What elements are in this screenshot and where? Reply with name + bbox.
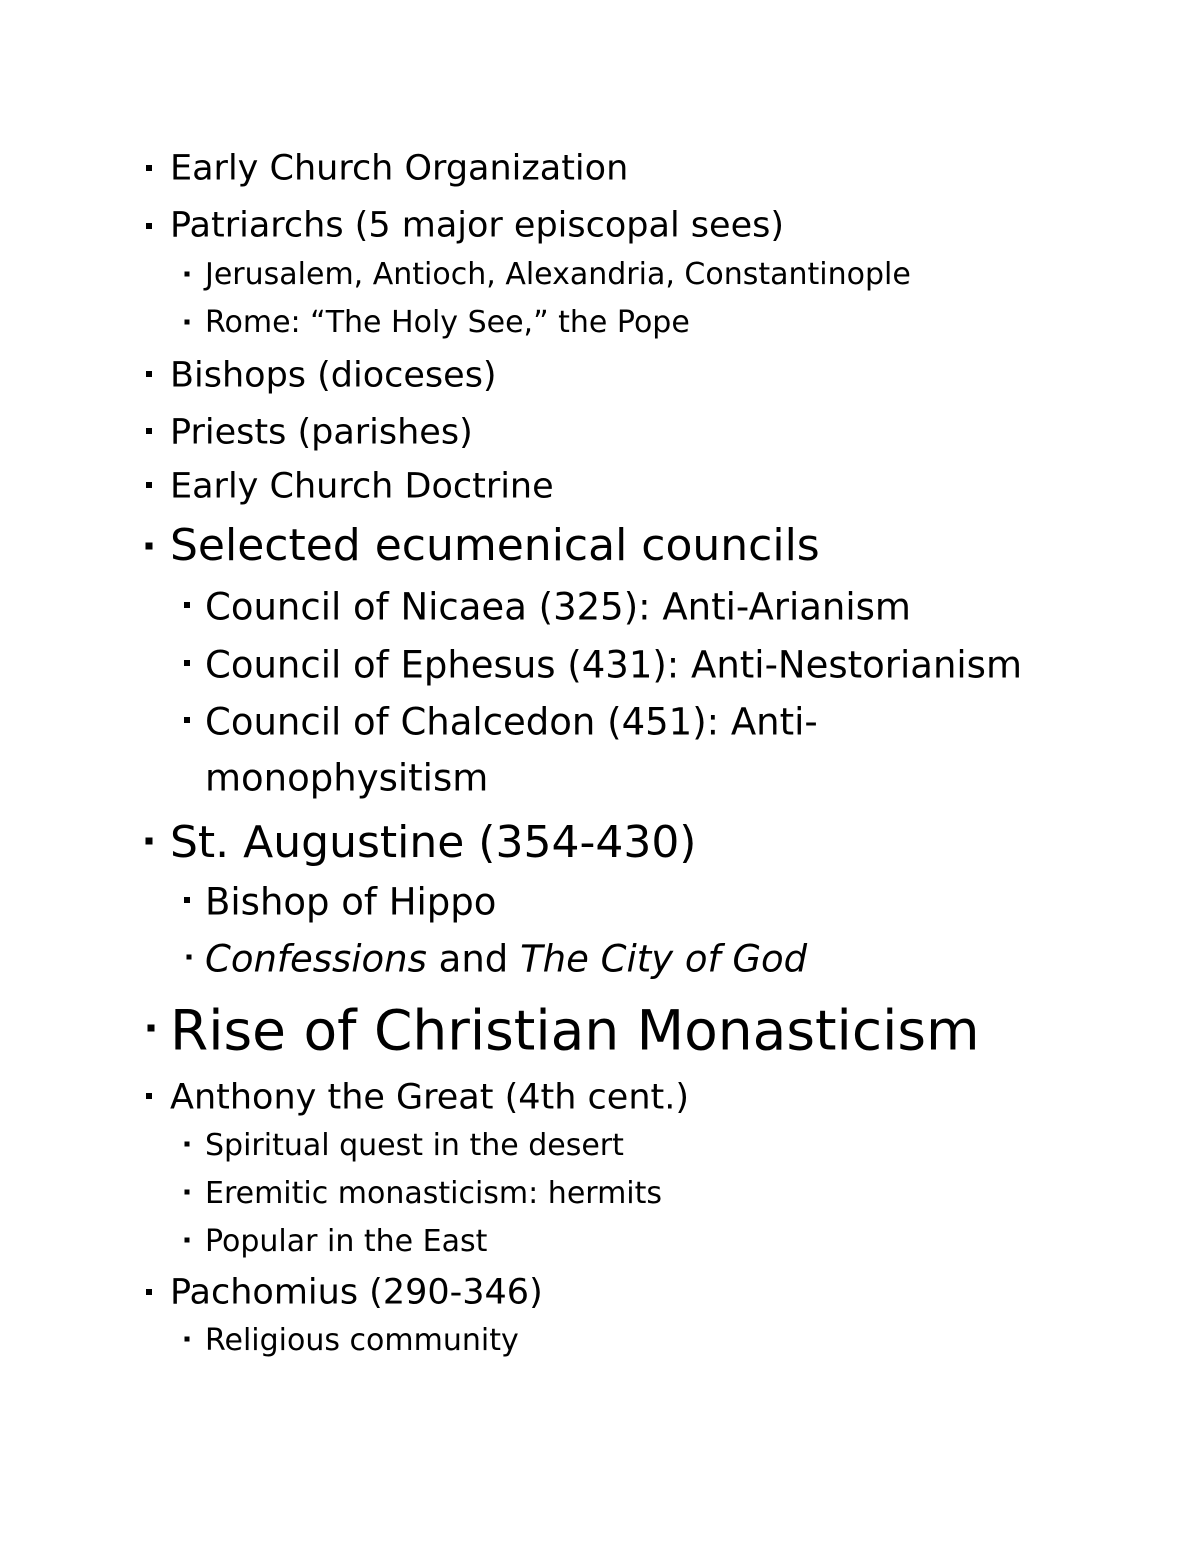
outline-subitem-augustine-works [205, 937, 808, 981]
bullet-marker [146, 371, 152, 377]
outline-subitem-sees: Jerusalem, Antioch, Alexandria, Constantinople [205, 257, 911, 292]
outline-subitem-popular-east: Popular in the East [205, 1224, 488, 1259]
outline-item-ecumenical-councils: Selected ecumenical councils [170, 520, 820, 571]
bullet-marker [185, 1142, 190, 1147]
outline-item-early-church-doctrine: Early Church Doctrine [170, 466, 554, 507]
bullet-marker [184, 602, 190, 608]
bullet-marker [185, 1238, 190, 1243]
bullet-marker [146, 482, 152, 488]
outline-subitem-spiritual-quest: Spiritual quest in the desert [205, 1128, 624, 1163]
outline-subitem-religious-community: Religious community [205, 1323, 519, 1358]
outline-item-pachomius: Pachomius (290-346) [170, 1272, 543, 1313]
outline-item-patriarchs: Patriarchs (5 major episcopal sees) [170, 205, 784, 246]
outline-item-anthony: Anthony the Great (4th cent.) [170, 1077, 690, 1118]
works-connector: and [426, 937, 521, 981]
outline-subitem-nicaea: Council of Nicaea (325): Anti-Arianism [205, 585, 911, 629]
bullet-marker [184, 897, 190, 903]
outline-subitem-bishop-of-hippo: Bishop of Hippo [205, 880, 497, 924]
bullet-marker [185, 1190, 190, 1195]
bullet-marker [148, 1025, 155, 1032]
outline-item-early-church-organization: Early Church Organization [170, 148, 629, 189]
bullet-marker [146, 1289, 152, 1295]
bullet-marker [185, 272, 190, 277]
bullet-marker [184, 660, 190, 666]
bullet-marker [146, 223, 152, 229]
bullet-marker [146, 165, 152, 171]
outline-subitem-chalcedon: Council of Chalcedon (451): Anti- [205, 700, 818, 744]
outline-heading-monasticism: Rise of Christian Monasticism [170, 998, 980, 1063]
outline-subitem-rome: Rome: “The Holy See,” the Pope [205, 305, 690, 340]
bullet-marker [146, 543, 153, 550]
bullet-marker [185, 1337, 190, 1342]
outline-item-st-augustine: St. Augustine (354-430) [170, 817, 697, 868]
bullet-marker [146, 838, 153, 845]
outline-subitem-ephesus: Council of Ephesus (431): Anti-Nestorianism [205, 643, 1022, 687]
bullet-marker [146, 1093, 152, 1099]
work-title-confessions: Confessions [205, 937, 427, 981]
bullet-marker [146, 428, 152, 434]
outline-item-priests: Priests (parishes) [170, 412, 473, 453]
bullet-marker [187, 955, 192, 960]
outline-subitem-eremitic: Eremitic monasticism: hermits [205, 1176, 663, 1211]
bullet-marker [185, 320, 190, 325]
outline-item-bishops: Bishops (dioceses) [170, 355, 497, 396]
bullet-marker [184, 717, 190, 723]
outline-subitem-chalcedon-continuation: monophysitism [205, 756, 489, 800]
work-title-city-of-god: The City of God [520, 937, 808, 981]
